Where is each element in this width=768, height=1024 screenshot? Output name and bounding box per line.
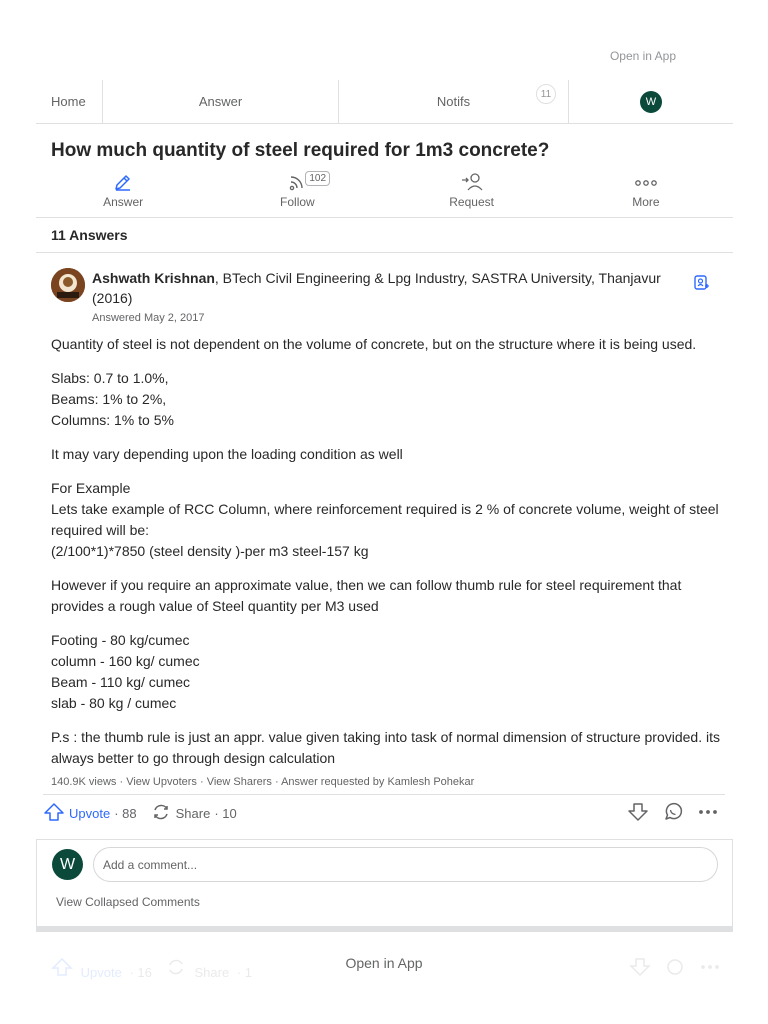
answer-meta[interactable]: 140.9K views · View Upvoters · View Sharers · Answer requested by Kamlesh Pohekar [51,776,475,788]
next-upvote-count: · 16 [129,964,152,980]
answer-paragraph [51,575,721,617]
answer-line: P.s : the thumb rule is just an appr. value given taking into task of normal dimension of structure provided. its always better to go through design calculation [51,729,720,766]
overflow-dots-icon[interactable] [697,802,719,825]
next-upvote-label: Upvote [80,964,122,980]
answer-line: Footing - 80 kg/cumec [51,632,190,648]
share-count: · 10 [214,806,237,821]
answer-paragraph [51,727,721,769]
open-in-app-link[interactable]: Open in App [609,49,676,63]
notif-count-badge: 11 [536,84,556,104]
share-cycle-icon [151,802,171,825]
answer-right-tools [627,802,725,825]
follow-action-button[interactable] [210,170,384,217]
request-action-button[interactable] [385,170,559,217]
answer-line: Quantity of steel is not dependent on the volume of concrete, but on the structure where it is being used. [51,336,697,352]
question-title: How much quantity of steel required for 1m3 concrete? [51,140,550,161]
answers-count-header: 11 Answers [36,218,733,253]
more-action-button[interactable] [559,170,733,217]
top-navigation [36,80,733,124]
answer-paragraph [51,630,721,714]
answer-line: Slabs: 0.7 to 1.0%, [51,370,169,386]
open-in-app-footer-button[interactable]: Open in App [345,955,423,971]
share-button[interactable] [151,802,237,825]
follow-action-label: Follow [280,195,315,209]
next-share-label: Share [194,964,230,980]
rss-icon [287,170,327,192]
next-share-count: · 1 [236,964,252,980]
answer-paragraph [51,368,721,431]
more-action-label: More [632,195,660,209]
answer-line: Beam - 110 kg/ cumec [51,674,191,690]
upvote-label: Upvote [69,806,111,821]
nav-home[interactable]: Home [36,80,103,123]
question-actions [36,170,733,218]
answer-line: slab - 80 kg / cumec [51,695,177,711]
profile-avatar: W [640,91,662,113]
author-credential-line [92,268,662,308]
answer-paragraph [51,334,721,355]
comment-bubble-icon[interactable] [663,802,683,825]
nav-answer[interactable]: Answer [103,80,339,123]
follow-count-badge: 102 [305,171,330,186]
upvote-count: · 88 [114,806,137,821]
author-credential: , BTech Civil Engineering & Lpg Industry, SASTRA University, Thanjavur (2016) [92,270,661,306]
bookmark-icon[interactable] [692,273,710,298]
answer-body [51,334,721,782]
downvote-arrow-icon[interactable] [627,802,649,825]
answer-line: Lets take example of RCC Column, where reinforcement required is 2 % of concrete volume, weight of steel required will be: [51,501,719,538]
answer-line: Beams: 1% to 2%, [51,391,167,407]
upvote-button[interactable] [43,802,137,825]
answer-action-label: Answer [103,195,144,209]
upvote-arrow-icon [43,802,65,825]
comment-input[interactable]: Add a comment... [93,847,718,882]
section-divider [36,926,733,932]
answer-action-button[interactable] [36,170,210,217]
answer-line: column - 160 kg/ cumec [51,653,200,669]
request-action-label: Request [449,195,494,209]
author-avatar[interactable] [51,268,85,302]
answer-line: (2/100*1)*7850 (steel density )-per m3 steel-157 kg [51,543,369,559]
answer-line: However if you require an approximate value, then we can follow thumb rule for steel requirement that provides a rough value of Steel quantity per M3 used [51,577,682,614]
answer-line: Columns: 1% to 5% [51,412,174,428]
nav-profile[interactable] [569,80,733,123]
comment-section [36,839,733,927]
answer-line: It may vary depending upon the loading condition as well [51,446,403,462]
nav-notifs[interactable] [339,80,569,123]
author-name-link[interactable]: Ashwath Krishnan [92,270,215,286]
answer-paragraph [51,444,721,465]
answer-line: For Example [51,480,131,496]
more-dots-icon [634,170,658,192]
view-collapsed-comments-link[interactable]: View Collapsed Comments [56,895,200,909]
commenter-avatar: W [52,849,83,880]
answered-date[interactable]: Answered May 2, 2017 [92,312,205,324]
pencil-icon [113,170,133,192]
answer-paragraph [51,478,721,562]
share-label: Share [175,806,211,821]
nav-notifs-label: Notifs [436,94,471,109]
request-user-icon [461,170,483,192]
answer-vote-bar [43,794,725,832]
